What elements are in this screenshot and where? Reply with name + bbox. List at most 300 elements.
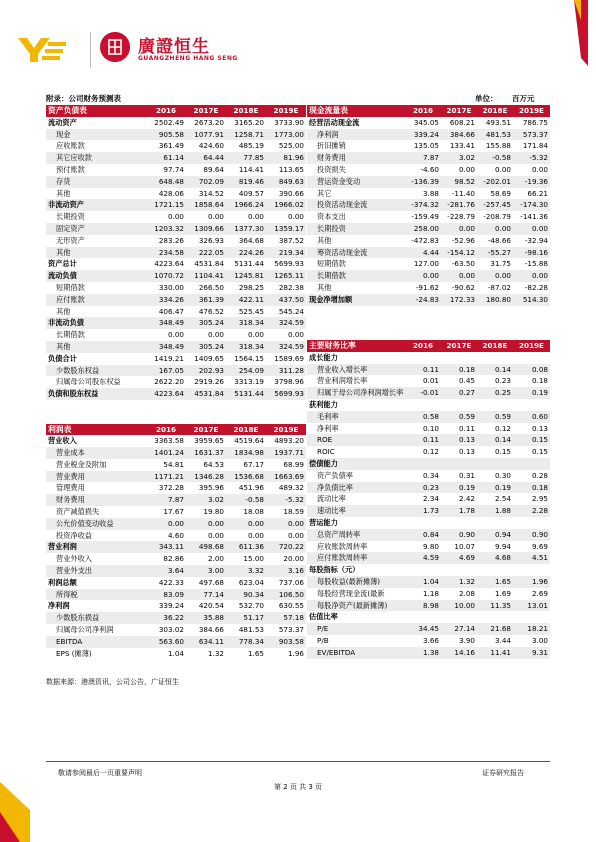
table-cell: 1.04 (405, 576, 441, 588)
table-cell (513, 564, 550, 576)
table-cell: 17.67 (163, 507, 184, 517)
row-label: 营业外收入 (56, 554, 92, 564)
column-header: 2018E (226, 424, 266, 436)
table-cell: -11.40 (451, 188, 475, 198)
table-cell (441, 564, 477, 576)
table-row (307, 129, 550, 141)
table-cell: 20.00 (283, 554, 304, 564)
table-cell: 61.14 (146, 152, 186, 164)
table-cell: 424.60 (198, 141, 224, 151)
table-cell: 0.00 (266, 518, 306, 530)
table-cell (477, 517, 513, 529)
row-label: 财务费用 (46, 494, 146, 506)
table-header-row (46, 105, 306, 117)
table-row (307, 247, 550, 259)
table-cell (477, 611, 513, 623)
table-cell: 3.44 (494, 635, 511, 645)
row-label: 其他 (46, 247, 146, 259)
table-row (46, 589, 306, 601)
table-row (46, 258, 306, 270)
table-cell: 11.35 (477, 600, 513, 612)
table-cell: 0.00 (287, 330, 304, 340)
table-cell: 1359.17 (266, 223, 306, 235)
row-label: EV/EBITDA (307, 647, 405, 659)
table-cell: 489.32 (278, 483, 304, 493)
column-header: 2017E (186, 424, 226, 436)
row-label: 少数股东损益 (46, 612, 146, 624)
table-cell: 0.11 (458, 423, 475, 433)
table-cell: 1.69 (494, 588, 511, 598)
table-cell: 3959.65 (194, 436, 224, 446)
table-cell: 298.25 (238, 282, 264, 292)
table-cell: 1966.02 (266, 199, 306, 211)
table-cell: 1.32 (207, 648, 224, 658)
table-row (307, 258, 550, 270)
table-cell: -0.58 (226, 494, 266, 506)
table-cell: 0.13 (458, 447, 475, 457)
table-cell: 4223.64 (146, 388, 186, 400)
table-cell: 3.02 (441, 152, 477, 164)
column-header: 2019E (513, 105, 550, 117)
table-row (46, 176, 306, 188)
row-label: 毛利率 (307, 411, 405, 423)
table-row (46, 247, 306, 259)
table-cell: 630.55 (278, 601, 304, 611)
table-row (46, 600, 306, 612)
table-cell: -32.94 (524, 235, 548, 245)
table-cell: 563.60 (146, 636, 186, 648)
table-cell: 0.00 (287, 530, 304, 540)
table-cell: 318.34 (226, 341, 266, 353)
table-cell: 1070.72 (146, 270, 186, 282)
column-header: 2016 (146, 105, 186, 117)
table-row (46, 577, 306, 589)
table-row (307, 164, 550, 176)
table-row (307, 600, 550, 612)
table-cell: 3.88 (422, 188, 439, 198)
table-cell: 514.30 (513, 294, 550, 306)
table-cell: 1721.15 (146, 199, 186, 211)
table-cell: 0.00 (247, 330, 264, 340)
table-cell: 1966.24 (226, 199, 266, 211)
table-cell (441, 352, 477, 364)
table-row (46, 188, 306, 200)
table-cell: 0.00 (513, 223, 550, 235)
table-row (307, 493, 550, 505)
table-cell: 2.34 (422, 494, 439, 504)
table-cell: 5131.44 (226, 388, 266, 400)
table-cell: 5699.93 (274, 259, 304, 269)
table-row (46, 435, 306, 447)
table-row (307, 446, 550, 458)
table-row (307, 188, 550, 200)
table-cell: 114.41 (238, 164, 264, 174)
table-cell: 2.42 (458, 494, 475, 504)
table-cell: 0.19 (477, 482, 513, 494)
table-cell: 0.00 (207, 530, 224, 540)
table-cell: 7.87 (405, 152, 441, 164)
table-cell: 0.60 (513, 411, 550, 423)
table-cell: 1.65 (477, 576, 513, 588)
table-row (307, 529, 550, 541)
table-cell: 778.34 (226, 636, 266, 648)
column-header: 2016 (405, 340, 441, 352)
table-cell: 0.15 (513, 434, 550, 446)
table-cell: 422.11 (226, 294, 266, 306)
table-cell: 0.00 (513, 270, 550, 282)
row-label: 短期借款 (317, 259, 346, 269)
table-row (46, 482, 306, 494)
table-row (307, 552, 550, 564)
table-cell: 0.94 (477, 529, 513, 541)
table-cell: 2.00 (207, 554, 224, 564)
row-label: 管理费用 (56, 483, 85, 493)
table-cell: 345.05 (413, 117, 439, 127)
table-cell: 903.58 (266, 636, 306, 648)
table-cell: -98.16 (513, 247, 550, 259)
table-cell: -154.12 (441, 247, 477, 259)
table-cell: 2.28 (513, 505, 550, 517)
table-cell: 283.26 (158, 235, 184, 245)
row-label: 利润总额 (48, 577, 77, 587)
table-row (46, 329, 306, 341)
table-cell: 318.34 (226, 317, 266, 329)
row-label: 营业成本 (46, 447, 146, 459)
table-cell: 9.31 (513, 647, 550, 659)
row-label: 流动资产 (48, 117, 77, 127)
footer-divider (46, 761, 550, 762)
table-cell: 133.41 (449, 141, 475, 151)
table-cell: 2.08 (458, 588, 475, 598)
table-cell: 0.00 (441, 223, 477, 235)
table-cell: 390.66 (278, 188, 304, 198)
table-cell: 3.90 (458, 635, 475, 645)
table-cell: 1564.15 (234, 353, 264, 363)
row-label: 其他 (56, 188, 71, 198)
table-cell: 58.69 (490, 188, 511, 198)
table-cell: 0.00 (167, 330, 184, 340)
table-row (307, 411, 550, 423)
row-label: 资产负债率 (317, 470, 353, 480)
table-cell: 608.21 (449, 117, 475, 127)
row-label: 净利润 (307, 129, 405, 141)
table-cell: 498.68 (186, 541, 226, 553)
column-header: 2016 (146, 424, 186, 436)
table-row (46, 282, 306, 294)
table-cell: -52.96 (451, 235, 475, 245)
table-cell: 172.33 (441, 294, 477, 306)
table-cell: 64.53 (203, 459, 224, 469)
table-cell: 324.59 (266, 317, 306, 329)
table-row (307, 647, 550, 659)
table-cell: 64.44 (186, 152, 226, 164)
table-row (46, 636, 306, 648)
unit-label: 单位： (475, 94, 498, 103)
row-label: 每股指标（元） (309, 565, 360, 575)
table-title: 现金流量表 (307, 105, 405, 117)
table-row (307, 423, 550, 435)
table-cell: -5.32 (266, 494, 306, 506)
table-row (307, 140, 550, 152)
table-row (46, 117, 306, 129)
table-cell: 525.00 (278, 141, 304, 151)
table-cell: 849.63 (266, 176, 306, 188)
table-row (307, 176, 550, 188)
table-cell: 437.50 (266, 294, 306, 306)
table-cell (513, 399, 550, 411)
table-cell: 0.00 (207, 330, 224, 340)
table-row (307, 505, 550, 517)
row-label: 其它应收款 (46, 152, 146, 164)
table-cell: 786.75 (522, 117, 548, 127)
table-cell: 34.45 (405, 623, 441, 635)
table-row (307, 352, 550, 364)
table-cell: 3733.90 (274, 117, 304, 127)
table-row (307, 458, 550, 470)
table-row (307, 576, 550, 588)
table-row (46, 624, 306, 636)
column-header: 2017E (441, 105, 477, 117)
table-title: 资产负债表 (46, 105, 146, 117)
row-label: 筹资活动现金流 (307, 247, 405, 259)
table-cell: 525.45 (238, 306, 264, 316)
brand-name-en: GUANGZHENG HANG SENG (138, 55, 238, 62)
row-label: 每股净资产(最新摊薄) (307, 600, 405, 612)
table-cell: 481.53 (238, 625, 264, 635)
table-row (46, 494, 306, 506)
table-cell: 476.52 (198, 306, 224, 316)
table-cell: 0.01 (422, 376, 439, 386)
table-row (46, 129, 306, 141)
row-label: 估值比率 (309, 612, 338, 622)
table-cell: 90.34 (226, 589, 266, 601)
table-cell (513, 352, 550, 364)
table-cell: 98.52 (441, 176, 477, 188)
table-cell: 67.17 (243, 459, 264, 469)
table-row (307, 282, 550, 294)
table-cell: 428.06 (158, 188, 184, 198)
row-label: 成长能力 (309, 352, 338, 362)
row-label: 流动负债 (46, 270, 146, 282)
table-cell: 0.25 (477, 387, 513, 399)
table-cell: 361.49 (158, 141, 184, 151)
table-cell: 334.26 (146, 294, 186, 306)
table-cell: 1245.81 (226, 270, 266, 282)
table-row (46, 648, 306, 660)
table-cell: 3165.20 (234, 117, 264, 127)
row-label: ROE (307, 434, 405, 446)
row-label: 少数股东权益 (46, 365, 146, 377)
table-cell: 1419.21 (154, 353, 184, 363)
table-cell: 384.66 (198, 625, 224, 635)
table-cell: 1.38 (405, 647, 441, 659)
table-cell: 364.68 (238, 235, 264, 245)
row-label: 长期借款 (307, 270, 405, 282)
row-label: 所得税 (46, 589, 146, 601)
table-row (46, 471, 306, 483)
table-cell: 0.11 (405, 364, 441, 376)
table-cell: -90.62 (451, 282, 475, 292)
table-cell: 5699.93 (266, 388, 306, 400)
column-header: 2019E (266, 105, 306, 117)
table-row (307, 152, 550, 164)
table-cell: 648.48 (146, 176, 186, 188)
table-cell: -0.58 (477, 152, 513, 164)
table-cell: 4531.84 (186, 388, 226, 400)
table-cell: 4519.64 (234, 436, 264, 446)
table-cell: 27.14 (441, 623, 477, 635)
table-row (307, 199, 550, 211)
row-label: 长期借款 (56, 330, 85, 340)
table-cell: 1589.69 (274, 353, 304, 363)
row-label: 营运资金变动 (307, 176, 405, 188)
row-label: 短期借款 (56, 282, 85, 292)
row-label: 非流动资产 (46, 199, 146, 211)
row-label: 营业税金及附加 (56, 459, 107, 469)
table-row (46, 459, 306, 471)
table-row (307, 235, 550, 247)
row-label: 无形资产 (56, 235, 85, 245)
table-cell: 305.24 (186, 317, 226, 329)
table-cell: 167.05 (146, 365, 186, 377)
table-cell: 1.88 (477, 505, 513, 517)
table-cell: 234.58 (146, 247, 186, 259)
table-row (307, 375, 550, 387)
table-cell: 0.12 (422, 447, 439, 457)
row-label: 存货 (46, 176, 146, 188)
row-label: 营业利润 (46, 541, 146, 553)
table-cell: 18.08 (243, 507, 264, 517)
balance-sheet-table (46, 105, 306, 400)
table-cell: 77.85 (226, 152, 266, 164)
row-label: 资产减值损失 (56, 507, 100, 517)
table-cell: 180.80 (477, 294, 513, 306)
table-cell: -48.66 (487, 235, 511, 245)
table-cell: 4.68 (477, 552, 513, 564)
table-cell: 339.24 (158, 601, 184, 611)
table-cell: 1171.21 (146, 471, 186, 483)
table-cell: 106.50 (266, 589, 306, 601)
logo-divider (90, 32, 91, 68)
table-row (46, 376, 306, 388)
table-row (307, 399, 550, 411)
table-cell: -5.32 (513, 152, 550, 164)
row-label: 营业利润增长率 (317, 376, 368, 386)
row-label: 偿债能力 (307, 458, 405, 470)
row-label: 速动比率 (307, 505, 405, 517)
row-label: 净利率 (317, 423, 339, 433)
table-cell: 0.14 (477, 364, 513, 376)
table-cell: 634.11 (186, 636, 226, 648)
table-cell: 0.00 (441, 270, 477, 282)
table-cell: 0.00 (146, 518, 186, 530)
table-cell: 395.96 (198, 483, 224, 493)
table-cell (405, 564, 441, 576)
table-cell: 282.38 (278, 282, 304, 292)
table-cell: 3.64 (146, 565, 186, 577)
table-cell: 0.15 (531, 447, 548, 457)
table-cell (405, 517, 441, 529)
table-cell: 0.90 (441, 529, 477, 541)
row-label: 其他 (56, 306, 71, 316)
table-cell: 1203.32 (146, 223, 186, 235)
table-cell: 0.27 (441, 387, 477, 399)
table-cell: 0.00 (247, 530, 264, 540)
table-cell: -472.83 (411, 235, 439, 245)
column-header: 2018E (477, 340, 513, 352)
row-label: 现金 (46, 129, 146, 141)
table-cell: 406.47 (158, 306, 184, 316)
table-cell: 77.14 (186, 589, 226, 601)
row-label: 营业收入增长率 (307, 364, 405, 376)
table-cell: -4.60 (420, 164, 439, 174)
table-cell (477, 564, 513, 576)
row-label: 归属母公司股东权益 (56, 377, 121, 387)
table-cell (405, 352, 441, 364)
table-cell: 51.17 (226, 612, 266, 624)
corner-stripe-icon (574, 0, 588, 66)
table-cell: 19.80 (203, 507, 224, 517)
table-cell: 0.84 (405, 529, 441, 541)
table-cell: 219.34 (266, 247, 306, 259)
table-cell: -24.83 (405, 294, 441, 306)
table-cell: 7.87 (146, 494, 186, 506)
table-cell: 222.05 (186, 247, 226, 259)
table-cell: 0.14 (477, 434, 513, 446)
table-cell: 422.33 (158, 577, 184, 587)
row-label: 营运能力 (309, 517, 338, 527)
table-cell: 611.36 (226, 541, 266, 553)
table-row (46, 518, 306, 530)
row-label: 投资损失 (317, 164, 346, 174)
unit-value: 百万元 (512, 94, 535, 103)
table-cell: 15.00 (243, 554, 264, 564)
table-cell: 372.28 (158, 483, 184, 493)
table-row (46, 553, 306, 565)
table-cell: 0.18 (513, 482, 550, 494)
table-cell: 4.59 (405, 552, 441, 564)
income-statement-table (46, 424, 306, 660)
table-cell: 1104.41 (186, 270, 226, 282)
table-cell: 3.66 (422, 635, 439, 645)
financial-ratios-table (307, 340, 550, 659)
table-row (307, 387, 550, 399)
table-cell: 113.65 (278, 164, 304, 174)
table-cell: 1258.71 (226, 129, 266, 141)
ye-logo-icon (18, 34, 66, 64)
table-cell: 0.08 (513, 364, 550, 376)
table-cell: 1401.24 (146, 447, 186, 459)
cash-flow-table (307, 105, 550, 306)
table-cell: 409.57 (238, 188, 264, 198)
table-row (307, 541, 550, 553)
table-cell: 1346.28 (186, 471, 226, 483)
table-cell: 1858.64 (186, 199, 226, 211)
table-header-row (46, 424, 306, 436)
table-cell: 1834.98 (226, 447, 266, 459)
table-cell: 0.59 (477, 411, 513, 423)
table-cell: 4.44 (405, 247, 441, 259)
table-cell: -141.36 (520, 212, 548, 222)
table-row (46, 506, 306, 518)
table-cell: 905.58 (146, 129, 186, 141)
table-row (46, 612, 306, 624)
table-row (307, 470, 550, 482)
table-cell (513, 517, 550, 529)
table-cell: 21.68 (477, 623, 513, 635)
table-cell: 155.88 (485, 141, 511, 151)
column-header: 2019E (513, 340, 550, 352)
